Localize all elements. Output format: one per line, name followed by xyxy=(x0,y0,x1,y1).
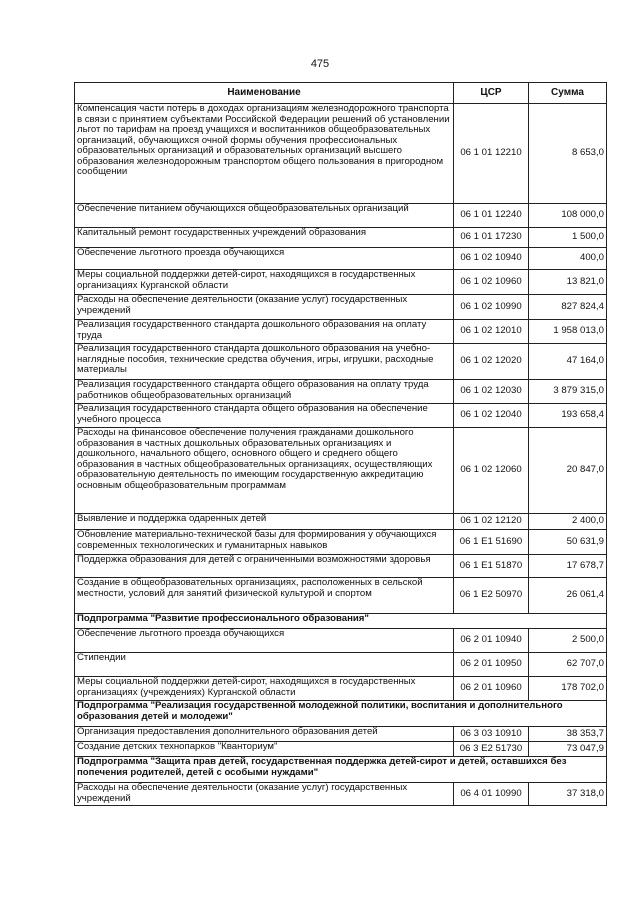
row-name: Компенсация части потерь в доходах организациям железнодорожного транспорта в связи с принятием субъектами Российской Федерации решений об установлении льгот по тарифам на проезд учащихся и воспитанников общеобразовательных организаций, обучающихся очной формы обучения профессиональных образовательных организаций и образовательных организаций высшего образования железнодорожным транспортом общего пользования в пригородном сообщении xyxy=(75,104,454,204)
subprogram-row xyxy=(75,701,607,727)
row-sum: 1 500,0 xyxy=(529,228,607,248)
row-name: Расходы на обеспечение деятельности (оказание услуг) государственных учреждений xyxy=(75,783,454,806)
row-code: 06 1 02 10990 xyxy=(454,295,529,320)
row-code: 06 1 01 12240 xyxy=(454,204,529,228)
table-row xyxy=(75,428,607,514)
row-code: 06 3 E2 51730 xyxy=(454,742,529,757)
budget-table xyxy=(74,82,607,806)
row-sum: 62 707,0 xyxy=(529,653,607,677)
table-row xyxy=(75,320,607,344)
row-code: 06 4 01 10990 xyxy=(454,783,529,806)
row-name: Создание детских технопарков "Кванториум" xyxy=(75,742,454,757)
row-name: Выявление и поддержка одаренных детей xyxy=(75,514,454,530)
row-code: 06 1 02 12120 xyxy=(454,514,529,530)
table-row xyxy=(75,404,607,428)
row-code: 06 1 02 10940 xyxy=(454,248,529,270)
row-name: Реализация государственного стандарта общего образования на оплату труда работников общеобразовательных организаций xyxy=(75,380,454,404)
table-header-row xyxy=(75,83,607,104)
row-code: 06 1 02 10960 xyxy=(454,270,529,295)
table-row xyxy=(75,727,607,742)
row-name: Обновление материально-технической базы для формирования у обучающихся современных технологических и гуманитарных навыков xyxy=(75,530,454,555)
row-sum: 827 824,4 xyxy=(529,295,607,320)
row-code: 06 1 E1 51690 xyxy=(454,530,529,555)
row-code: 06 2 01 10940 xyxy=(454,629,529,653)
header-code: ЦСР xyxy=(454,83,529,104)
row-sum: 400,0 xyxy=(529,248,607,270)
table-body xyxy=(75,104,607,806)
row-code: 06 1 02 12030 xyxy=(454,380,529,404)
table-row xyxy=(75,742,607,757)
table-row xyxy=(75,629,607,653)
page-number: 475 xyxy=(310,58,330,70)
table-row xyxy=(75,555,607,578)
row-name: Обеспечение питанием обучающихся общеобразовательных организаций xyxy=(75,204,454,228)
row-code: 06 1 02 12040 xyxy=(454,404,529,428)
table-row xyxy=(75,248,607,270)
row-sum: 178 702,0 xyxy=(529,677,607,701)
row-sum: 47 164,0 xyxy=(529,344,607,380)
row-name: Реализация государственного стандарта дошкольного образования на учебно-наглядные пособия, технические средства обучения, игры, игрушки, расходные материалы xyxy=(75,344,454,380)
table-row xyxy=(75,344,607,380)
row-code: 06 1 02 12010 xyxy=(454,320,529,344)
table-row xyxy=(75,677,607,701)
row-name: Поддержка образования для детей с ограниченными возможностями здоровья xyxy=(75,555,454,578)
table-row xyxy=(75,530,607,555)
row-name: Реализация государственного стандарта дошкольного образования на оплату труда xyxy=(75,320,454,344)
row-name: Капитальный ремонт государственных учреждений образования xyxy=(75,228,454,248)
row-sum: 50 631,9 xyxy=(529,530,607,555)
row-sum: 1 958 013,0 xyxy=(529,320,607,344)
row-sum: 108 000,0 xyxy=(529,204,607,228)
row-code: 06 1 E2 50970 xyxy=(454,578,529,614)
subprogram-row xyxy=(75,757,607,783)
row-code: 06 2 01 10960 xyxy=(454,677,529,701)
table-row xyxy=(75,295,607,320)
subprogram-title: Подпрограмма "Развитие профессионального образования" xyxy=(75,614,607,629)
row-code: 06 1 02 12020 xyxy=(454,344,529,380)
row-name: Стипендии xyxy=(75,653,454,677)
subprogram-title: Подпрограмма "Защита прав детей, государственная поддержка детей-сирот и детей, оставшихся без попечения родителей, детей с особыми нуждами" xyxy=(75,757,607,783)
row-code: 06 1 01 12210 xyxy=(454,104,529,204)
row-name: Организация предоставления дополнительного образования детей xyxy=(75,727,454,742)
row-sum: 2 400,0 xyxy=(529,514,607,530)
table-row xyxy=(75,104,607,204)
row-name: Меры социальной поддержки детей-сирот, находящихся в государственных организациях (учреждениях) Курганской области xyxy=(75,677,454,701)
header-name: Наименование xyxy=(75,83,454,104)
row-name: Реализация государственного стандарта общего образования на обеспечение учебного процесса xyxy=(75,404,454,428)
row-sum: 8 653,0 xyxy=(529,104,607,204)
table-row xyxy=(75,783,607,806)
row-sum: 20 847,0 xyxy=(529,428,607,514)
row-name: Расходы на обеспечение деятельности (оказание услуг) государственных учреждений xyxy=(75,295,454,320)
table-row xyxy=(75,270,607,295)
table-row xyxy=(75,380,607,404)
table-row xyxy=(75,228,607,248)
row-sum: 38 353,7 xyxy=(529,727,607,742)
subprogram-row xyxy=(75,614,607,629)
row-name: Создание в общеобразовательных организациях, расположенных в сельской местности, условий для занятий физической культурой и спортом xyxy=(75,578,454,614)
row-sum: 193 658,4 xyxy=(529,404,607,428)
row-sum: 37 318,0 xyxy=(529,783,607,806)
row-sum: 13 821,0 xyxy=(529,270,607,295)
row-code: 06 1 01 17230 xyxy=(454,228,529,248)
table-row xyxy=(75,204,607,228)
row-code: 06 1 02 12060 xyxy=(454,428,529,514)
row-sum: 3 879 315,0 xyxy=(529,380,607,404)
table-row xyxy=(75,514,607,530)
row-name: Меры социальной поддержки детей-сирот, находящихся в государственных организациях Курганской области xyxy=(75,270,454,295)
table-row xyxy=(75,578,607,614)
row-name: Обеспечение льготного проезда обучающихся xyxy=(75,629,454,653)
row-sum: 17 678,7 xyxy=(529,555,607,578)
row-sum: 2 500,0 xyxy=(529,629,607,653)
header-sum: Сумма xyxy=(529,83,607,104)
table-row xyxy=(75,653,607,677)
row-code: 06 1 E1 51870 xyxy=(454,555,529,578)
row-sum: 26 061,4 xyxy=(529,578,607,614)
row-sum: 73 047,9 xyxy=(529,742,607,757)
row-code: 06 2 01 10950 xyxy=(454,653,529,677)
row-name: Расходы на финансовое обеспечение получения гражданами дошкольного образования в частных дошкольных образовательных организациях и дошкольного, начального общего, основного общего и среднего общего образования в частных общеобразовательных организациях, осуществляющих образовательную деятельность по имеющим государственную аккредитацию основным общеобразовательным программам xyxy=(75,428,454,514)
row-name: Обеспечение льготного проезда обучающихся xyxy=(75,248,454,270)
row-code: 06 3 03 10910 xyxy=(454,727,529,742)
subprogram-title: Подпрограмма "Реализация государственной молодежной политики, воспитания и дополнительного образования детей и молодежи" xyxy=(75,701,607,727)
